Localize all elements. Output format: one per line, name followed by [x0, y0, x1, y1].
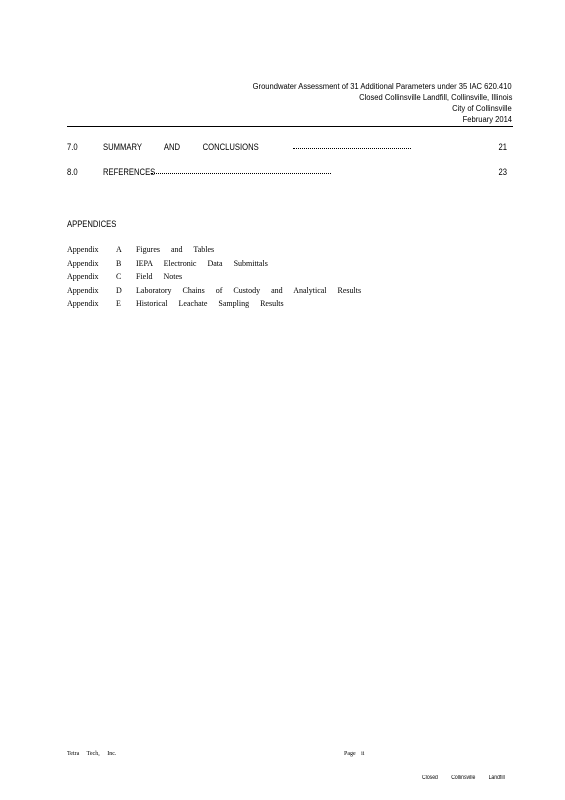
- toc-section-title: SUMMARY AND CONCLUSIONS: [103, 142, 259, 152]
- appendix-description: Field Notes: [136, 272, 183, 281]
- appendix-description: Laboratory Chains of Custody and Analytical Results: [136, 285, 362, 295]
- toc-page-number: 21: [498, 142, 507, 152]
- toc-section-number: 8.0: [67, 167, 78, 177]
- appendix-letter: C: [116, 272, 122, 281]
- appendix-description: Figures and Tables: [136, 245, 215, 254]
- appendix-letter: E: [116, 299, 121, 308]
- appendix-word: Appendix: [67, 245, 99, 254]
- footer-company: Tetra Tech, Inc.: [67, 751, 117, 757]
- header-date: February 2014: [462, 115, 512, 124]
- header-client: City of Collinsville: [452, 104, 512, 113]
- toc-section-number: 7.0: [67, 142, 78, 152]
- appendix-letter: D: [116, 285, 122, 295]
- toc-page-number: 23: [498, 167, 507, 177]
- toc-entry-references[interactable]: [67, 165, 507, 179]
- footer-page-number: Page ii: [344, 751, 365, 757]
- appendix-description: IEPA Electronic Data Submittals: [136, 258, 268, 268]
- appendix-word: Appendix: [67, 258, 99, 268]
- appendix-word: Appendix: [67, 299, 99, 308]
- appendix-letter: B: [116, 258, 122, 268]
- footer-site-name: Closed Collinsville Landfill: [422, 775, 505, 781]
- toc-section-title: REFERENCES: [103, 167, 156, 177]
- toc-entry-summary[interactable]: [67, 140, 507, 154]
- appendices-heading: APPENDICES: [67, 219, 117, 229]
- toc-leader-dots: [293, 148, 411, 149]
- appendix-letter: A: [116, 245, 122, 254]
- header-divider: [67, 126, 513, 127]
- header-report-title: Groundwater Assessment of 31 Additional Parameters under 35 IAC 620.410: [253, 82, 512, 91]
- header-site-name: Closed Collinsville Landfill, Collinsville, Illinois: [358, 93, 512, 102]
- appendix-word: Appendix: [67, 285, 99, 295]
- appendix-word: Appendix: [67, 272, 99, 281]
- toc-leader-dots: [151, 173, 331, 174]
- appendix-description: Historical Leachate Sampling Results: [136, 299, 284, 308]
